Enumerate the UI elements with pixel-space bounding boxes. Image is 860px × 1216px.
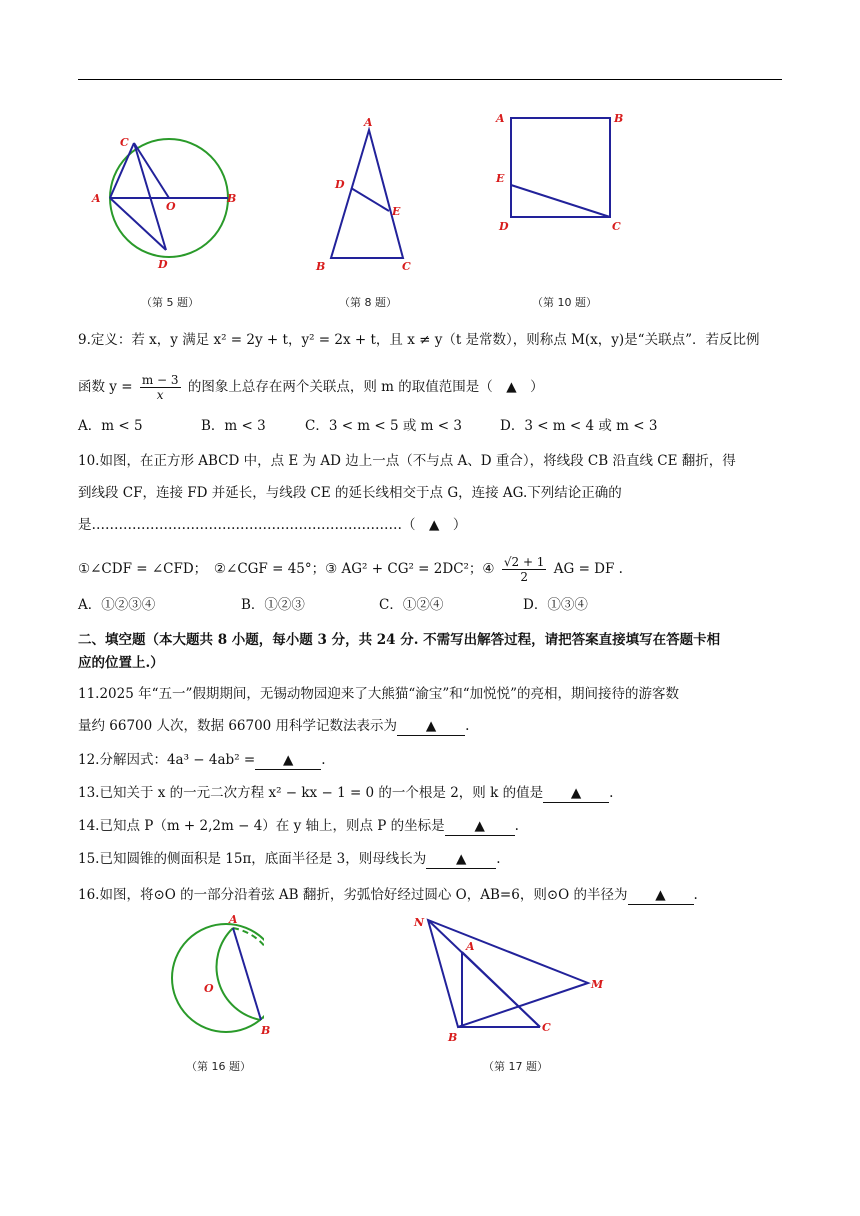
q13 bbox=[78, 784, 613, 803]
segment-ac bbox=[110, 143, 134, 198]
q9-option-a: A．m < 5 bbox=[78, 418, 143, 434]
q14 bbox=[78, 817, 519, 836]
q14-text: 14.已知点 P（m + 2,2m − 4）在 y 轴上，则点 P 的坐标是 bbox=[78, 818, 445, 834]
q10-fraction-denominator: 2 bbox=[520, 570, 528, 584]
label-d: D bbox=[158, 258, 168, 271]
label-b: B bbox=[227, 192, 237, 205]
label-c: C bbox=[612, 220, 621, 233]
q9-fraction-numerator: m − 3 bbox=[141, 373, 179, 387]
q13-text: 13.已知关于 x 的一元二次方程 x² − kx − 1 = 0 的一个根是 2，则 k 的值是 bbox=[78, 785, 544, 801]
label-n: N bbox=[414, 916, 425, 929]
q10-statements-post: AG = DF . bbox=[553, 561, 623, 577]
q16-text: 16.如图，将⊙O 的一部分沿着弦 AB 翻折，劣弧恰好经过圆心 O，AB=6，则⊙O 的半径为 bbox=[78, 887, 628, 903]
q10-line2: 到线段 CF，连接 FD 并延长，与线段 CE 的延长线相交于点 G，连接 AG.下列结论正确的 bbox=[78, 485, 622, 501]
q11-line2 bbox=[78, 717, 469, 736]
q15-text: 15.已知圆锥的侧面积是 15π，底面半径是 3，则母线长为 bbox=[78, 851, 427, 867]
q10-option-b: B．①②③ bbox=[241, 597, 305, 613]
label-a: A bbox=[229, 913, 238, 926]
segment-de bbox=[351, 188, 389, 211]
q9-func-prefix: 函数 y = bbox=[78, 379, 133, 395]
caption-fig10: （第 10 题） bbox=[532, 296, 597, 309]
q10-option-c: C．①②④ bbox=[379, 597, 444, 613]
triangle-nbm bbox=[428, 920, 588, 1027]
q11-answer-blank: ▲ bbox=[397, 717, 465, 736]
triangle-abc bbox=[331, 130, 403, 258]
q9-fraction bbox=[140, 373, 181, 402]
q11-text: 量约 66700 人次，数据 66700 用科学记数法表示为 bbox=[78, 718, 398, 734]
caption-fig17: （第 17 题） bbox=[483, 1060, 548, 1073]
label-d: D bbox=[499, 220, 509, 233]
label-a: A bbox=[496, 112, 505, 125]
label-b: B bbox=[448, 1031, 458, 1044]
q9-line1: 9.定义：若 x，y 满足 x² = 2y + t，y² = 2x + t，且 x ≠ y（t 是常数），则称点 M(x，y)是“关联点”．若反比例 bbox=[78, 332, 760, 348]
segment-co bbox=[134, 143, 169, 198]
q15-answer-blank: ▲ bbox=[426, 850, 496, 869]
figure-8 bbox=[312, 112, 422, 277]
label-m: M bbox=[591, 978, 604, 991]
q14-end: . bbox=[514, 818, 519, 834]
label-a: A bbox=[466, 940, 475, 953]
label-a: A bbox=[364, 116, 373, 129]
figure-17 bbox=[408, 910, 608, 1045]
label-o: O bbox=[204, 982, 214, 995]
q10-option-a: A．①②③④ bbox=[78, 597, 156, 613]
q10-fraction bbox=[502, 555, 547, 584]
q10-line1: 10.如图，在正方形 ABCD 中，点 E 为 AD 边上一点（不与点 A、D 重合），将线段 CB 沿直线 CE 翻折，得 bbox=[78, 453, 736, 469]
label-c: C bbox=[120, 136, 129, 149]
label-b: B bbox=[316, 260, 326, 273]
q12-end: . bbox=[321, 752, 326, 768]
q9-fraction-denominator: x bbox=[156, 388, 164, 402]
q13-answer-blank: ▲ bbox=[543, 784, 609, 803]
q9-option-d: D．3 < m < 4 或 m < 3 bbox=[500, 418, 658, 434]
caption-fig5: （第 5 题） bbox=[141, 296, 199, 309]
q16-end: . bbox=[693, 887, 698, 903]
q15-end: . bbox=[496, 851, 501, 867]
folded-arc bbox=[217, 928, 261, 1020]
segment-ec bbox=[511, 185, 610, 217]
q16-answer-blank: ▲ bbox=[628, 886, 694, 905]
q9-func-suffix: 的图象上总存在两个关联点，则 m 的取值范围是（ ▲ ） bbox=[187, 379, 544, 395]
q14-answer-blank: ▲ bbox=[445, 817, 515, 836]
q11-line1: 11.2025 年“五一”假期期间，无锡动物园迎来了大熊猫“渝宝”和“加悦悦”的亮相，期间接待的游客数 bbox=[78, 686, 680, 702]
label-b: B bbox=[614, 112, 624, 125]
q15 bbox=[78, 850, 501, 869]
q13-end: . bbox=[609, 785, 614, 801]
square-abcd bbox=[511, 118, 610, 217]
figure-10 bbox=[492, 108, 632, 238]
caption-fig16: （第 16 题） bbox=[186, 1060, 251, 1073]
label-c: C bbox=[542, 1021, 551, 1034]
label-b: B bbox=[261, 1024, 271, 1037]
q12-text: 12.分解因式：4a³ − 4ab² = bbox=[78, 752, 256, 768]
section2-line2: 应的位置上.） bbox=[78, 655, 164, 671]
label-c: C bbox=[402, 260, 411, 273]
label-e: E bbox=[392, 205, 401, 218]
q16 bbox=[78, 886, 698, 905]
q9-options bbox=[78, 417, 657, 435]
q9-option-c: C．3 < m < 5 或 m < 3 bbox=[305, 418, 462, 434]
header-rule bbox=[78, 79, 782, 80]
segment-nc bbox=[428, 920, 540, 1027]
q10-options bbox=[78, 596, 588, 614]
q10-fraction-numerator: √2 + 1 bbox=[503, 555, 545, 569]
label-e: E bbox=[496, 172, 505, 185]
section2-line1: 二、填空题（本大题共 8 小题，每小题 3 分，共 24 分. 不需写出解答过程，请把答案直接填写在答题卡相 bbox=[78, 632, 721, 648]
q10-option-d: D．①③④ bbox=[523, 597, 588, 613]
q9-option-b: B．m < 3 bbox=[201, 418, 266, 434]
q11-end: . bbox=[465, 718, 470, 734]
label-o: O bbox=[166, 200, 176, 213]
caption-fig8: （第 8 题） bbox=[339, 296, 397, 309]
q10-line3: 是……………………………………………………………（ ▲ ） bbox=[78, 517, 467, 533]
label-a: A bbox=[92, 192, 101, 205]
q10-statements-pre: ①∠CDF = ∠CFD； ②∠CGF = 45°；③ AG² + CG² = 2DC²；④ bbox=[78, 561, 495, 577]
label-d: D bbox=[335, 178, 345, 191]
chord-ab bbox=[233, 928, 261, 1020]
q10-statements bbox=[78, 555, 623, 584]
figure-5 bbox=[88, 128, 248, 278]
q12 bbox=[78, 751, 326, 770]
figure-16 bbox=[160, 910, 290, 1040]
q12-answer-blank: ▲ bbox=[255, 751, 321, 770]
q9-line2 bbox=[78, 373, 544, 402]
